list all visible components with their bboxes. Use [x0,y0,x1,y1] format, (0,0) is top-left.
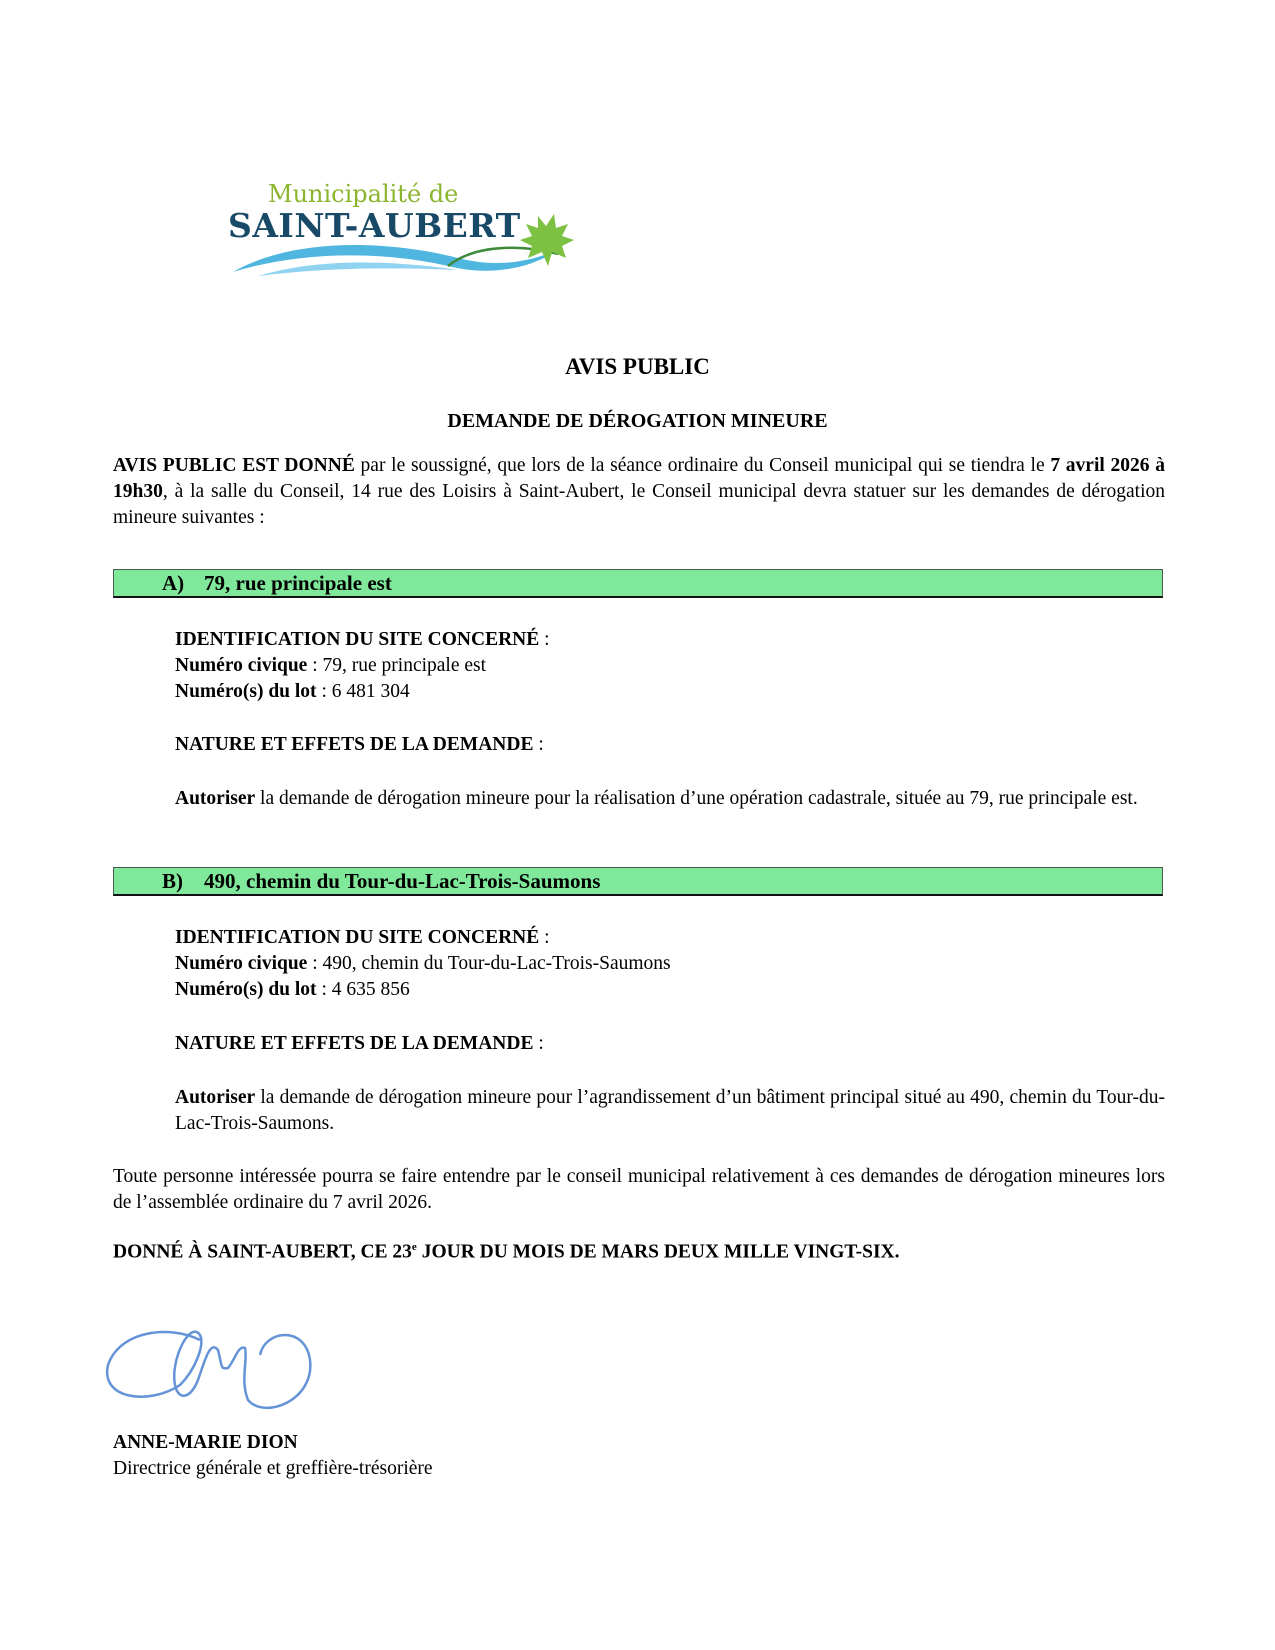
civic-value: : 490, chemin du Tour-du-Lac-Trois-Saumons [307,953,671,974]
closing-superscript: e [411,1241,417,1253]
colon: : [533,1033,544,1054]
lot-value: : 6 481 304 [316,681,410,702]
action-bold: Autoriser [175,788,256,809]
page-subtitle: DEMANDE DE DÉROGATION MINEURE [447,410,828,432]
logo-subtitle: Municipalité de [268,180,459,208]
section-heading: 490, chemin du Tour-du-Lac-Trois-Saumons [204,869,601,893]
action-bold: Autoriser [175,1087,256,1108]
closing-part-2: JOUR DU MOIS DE MARS DEUX MILLE VINGT-SIX. [416,1241,900,1263]
section-a-action [175,786,1165,812]
colon: : [539,629,550,650]
closing-part-1: DONNÉ À SAINT-AUBERT, CE 23 [113,1241,412,1263]
intro-text-2: , à la salle du Conseil, 14 rue des Loisirs à Saint-Aubert, le Conseil municipal devra statuer sur les demandes de dérogation mineure suivantes : [113,481,1165,528]
section-a-header [113,569,1163,598]
maple-leaf-icon [520,214,574,266]
signature-icon [100,1320,330,1420]
intro-text-1: par le soussigné, que lors de la séance ordinaire du Conseil municipal qui se tiendra le [354,455,1051,476]
signatory-name: ANNE-MARIE DION [113,1432,298,1453]
section-b-nature-heading [175,1031,1165,1057]
civic-label: Numéro civique [175,655,308,676]
closing-statement [113,1241,900,1264]
section-heading: 79, rue principale est [204,571,392,595]
id-heading: IDENTIFICATION DU SITE CONCERNÉ [175,629,540,650]
meeting-date: 7 avril 2026 à 19h30 [113,455,1165,502]
lot-value: : 4 635 856 [316,979,410,1000]
section-a-identification [175,627,1165,705]
id-heading: IDENTIFICATION DU SITE CONCERNÉ [175,927,540,948]
section-b-action [175,1085,1165,1137]
action-text: la demande de dérogation mineure pour la réalisation d’une opération cadastrale, située au 79, rue principale est. [255,788,1138,809]
logo-title: SAINT-AUBERT [228,206,521,245]
lot-label: Numéro(s) du lot [175,681,317,702]
page-title: AVIS PUBLIC [565,354,710,379]
municipality-logo [228,180,588,290]
section-letter: B) [162,869,183,893]
nature-heading: NATURE ET EFFETS DE LA DEMANDE [175,734,534,755]
signatory-role: Directrice générale et greffière-trésorière [113,1458,433,1479]
nature-heading: NATURE ET EFFETS DE LA DEMANDE [175,1033,534,1054]
intro-bold-lead: AVIS PUBLIC EST DONNÉ [113,455,355,476]
civic-label: Numéro civique [175,953,308,974]
outro-paragraph: Toute personne intéressée pourra se faire entendre par le conseil municipal relativement à ces demandes de dérogation mineures lors de l’assemblée ordinaire du 7 avril 2026. [113,1166,1165,1213]
action-text: la demande de dérogation mineure pour l’agrandissement d’un bâtiment principal situé au 490, chemin du Tour-du-Lac-Trois-Saumons. [175,1087,1165,1134]
intro-paragraph [113,453,1165,531]
section-b-identification [175,925,1165,1003]
lot-label: Numéro(s) du lot [175,979,317,1000]
section-b-header [113,867,1163,896]
colon: : [533,734,544,755]
section-a-nature-heading [175,732,1165,758]
civic-value: : 79, rue principale est [307,655,487,676]
colon: : [539,927,550,948]
section-letter: A) [162,571,185,595]
